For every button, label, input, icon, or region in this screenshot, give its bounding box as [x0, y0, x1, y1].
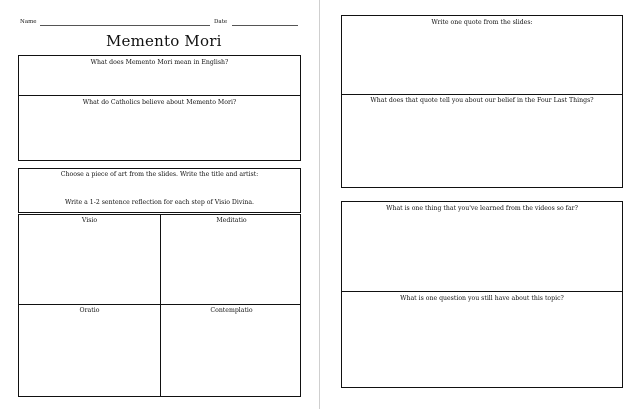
grid-horizontal-divider [19, 304, 300, 305]
videos-box [341, 201, 623, 388]
box-divider [342, 94, 622, 95]
question-remaining: What is one question you still have about this topic? [400, 295, 564, 302]
box-divider [19, 95, 300, 96]
date-line[interactable] [232, 25, 298, 26]
art-choice-box [18, 168, 301, 213]
name-line[interactable] [40, 25, 210, 26]
art-prompt: Choose a piece of art from the slides. Write the title and artist: [60, 171, 259, 178]
visio-divina-grid [18, 214, 301, 397]
grid-cell-visio: Visio [81, 217, 98, 224]
page-divider [319, 0, 320, 409]
question-quote: Write one quote from the slides: [431, 19, 533, 26]
grid-cell-contemplatio: Contemplatio [210, 307, 253, 314]
box-divider [342, 291, 622, 292]
worksheet-page-right [322, 0, 640, 409]
question-catholic-belief: What do Catholics believe about Memento Mori? [82, 99, 237, 106]
name-label: Name [20, 19, 37, 25]
grid-cell-oratio: Oratio [79, 307, 100, 314]
page-title: Memento Mori [106, 32, 222, 50]
question-learned: What is one thing that you've learned from the videos so far? [386, 205, 578, 212]
worksheet-page-left [0, 0, 318, 409]
question-meaning: What does Memento Mori mean in English? [90, 59, 229, 66]
grid-vertical-divider [160, 215, 161, 396]
grid-cell-meditatio: Meditatio [216, 217, 247, 224]
date-label: Date [214, 19, 228, 25]
question-quote-meaning: What does that quote tell you about our belief in the Four Last Things? [370, 97, 594, 104]
quote-box [341, 15, 623, 188]
reflection-prompt: Write a 1-2 sentence reflection for each step of Visio Divina. [65, 199, 254, 206]
meaning-belief-box [18, 55, 301, 161]
